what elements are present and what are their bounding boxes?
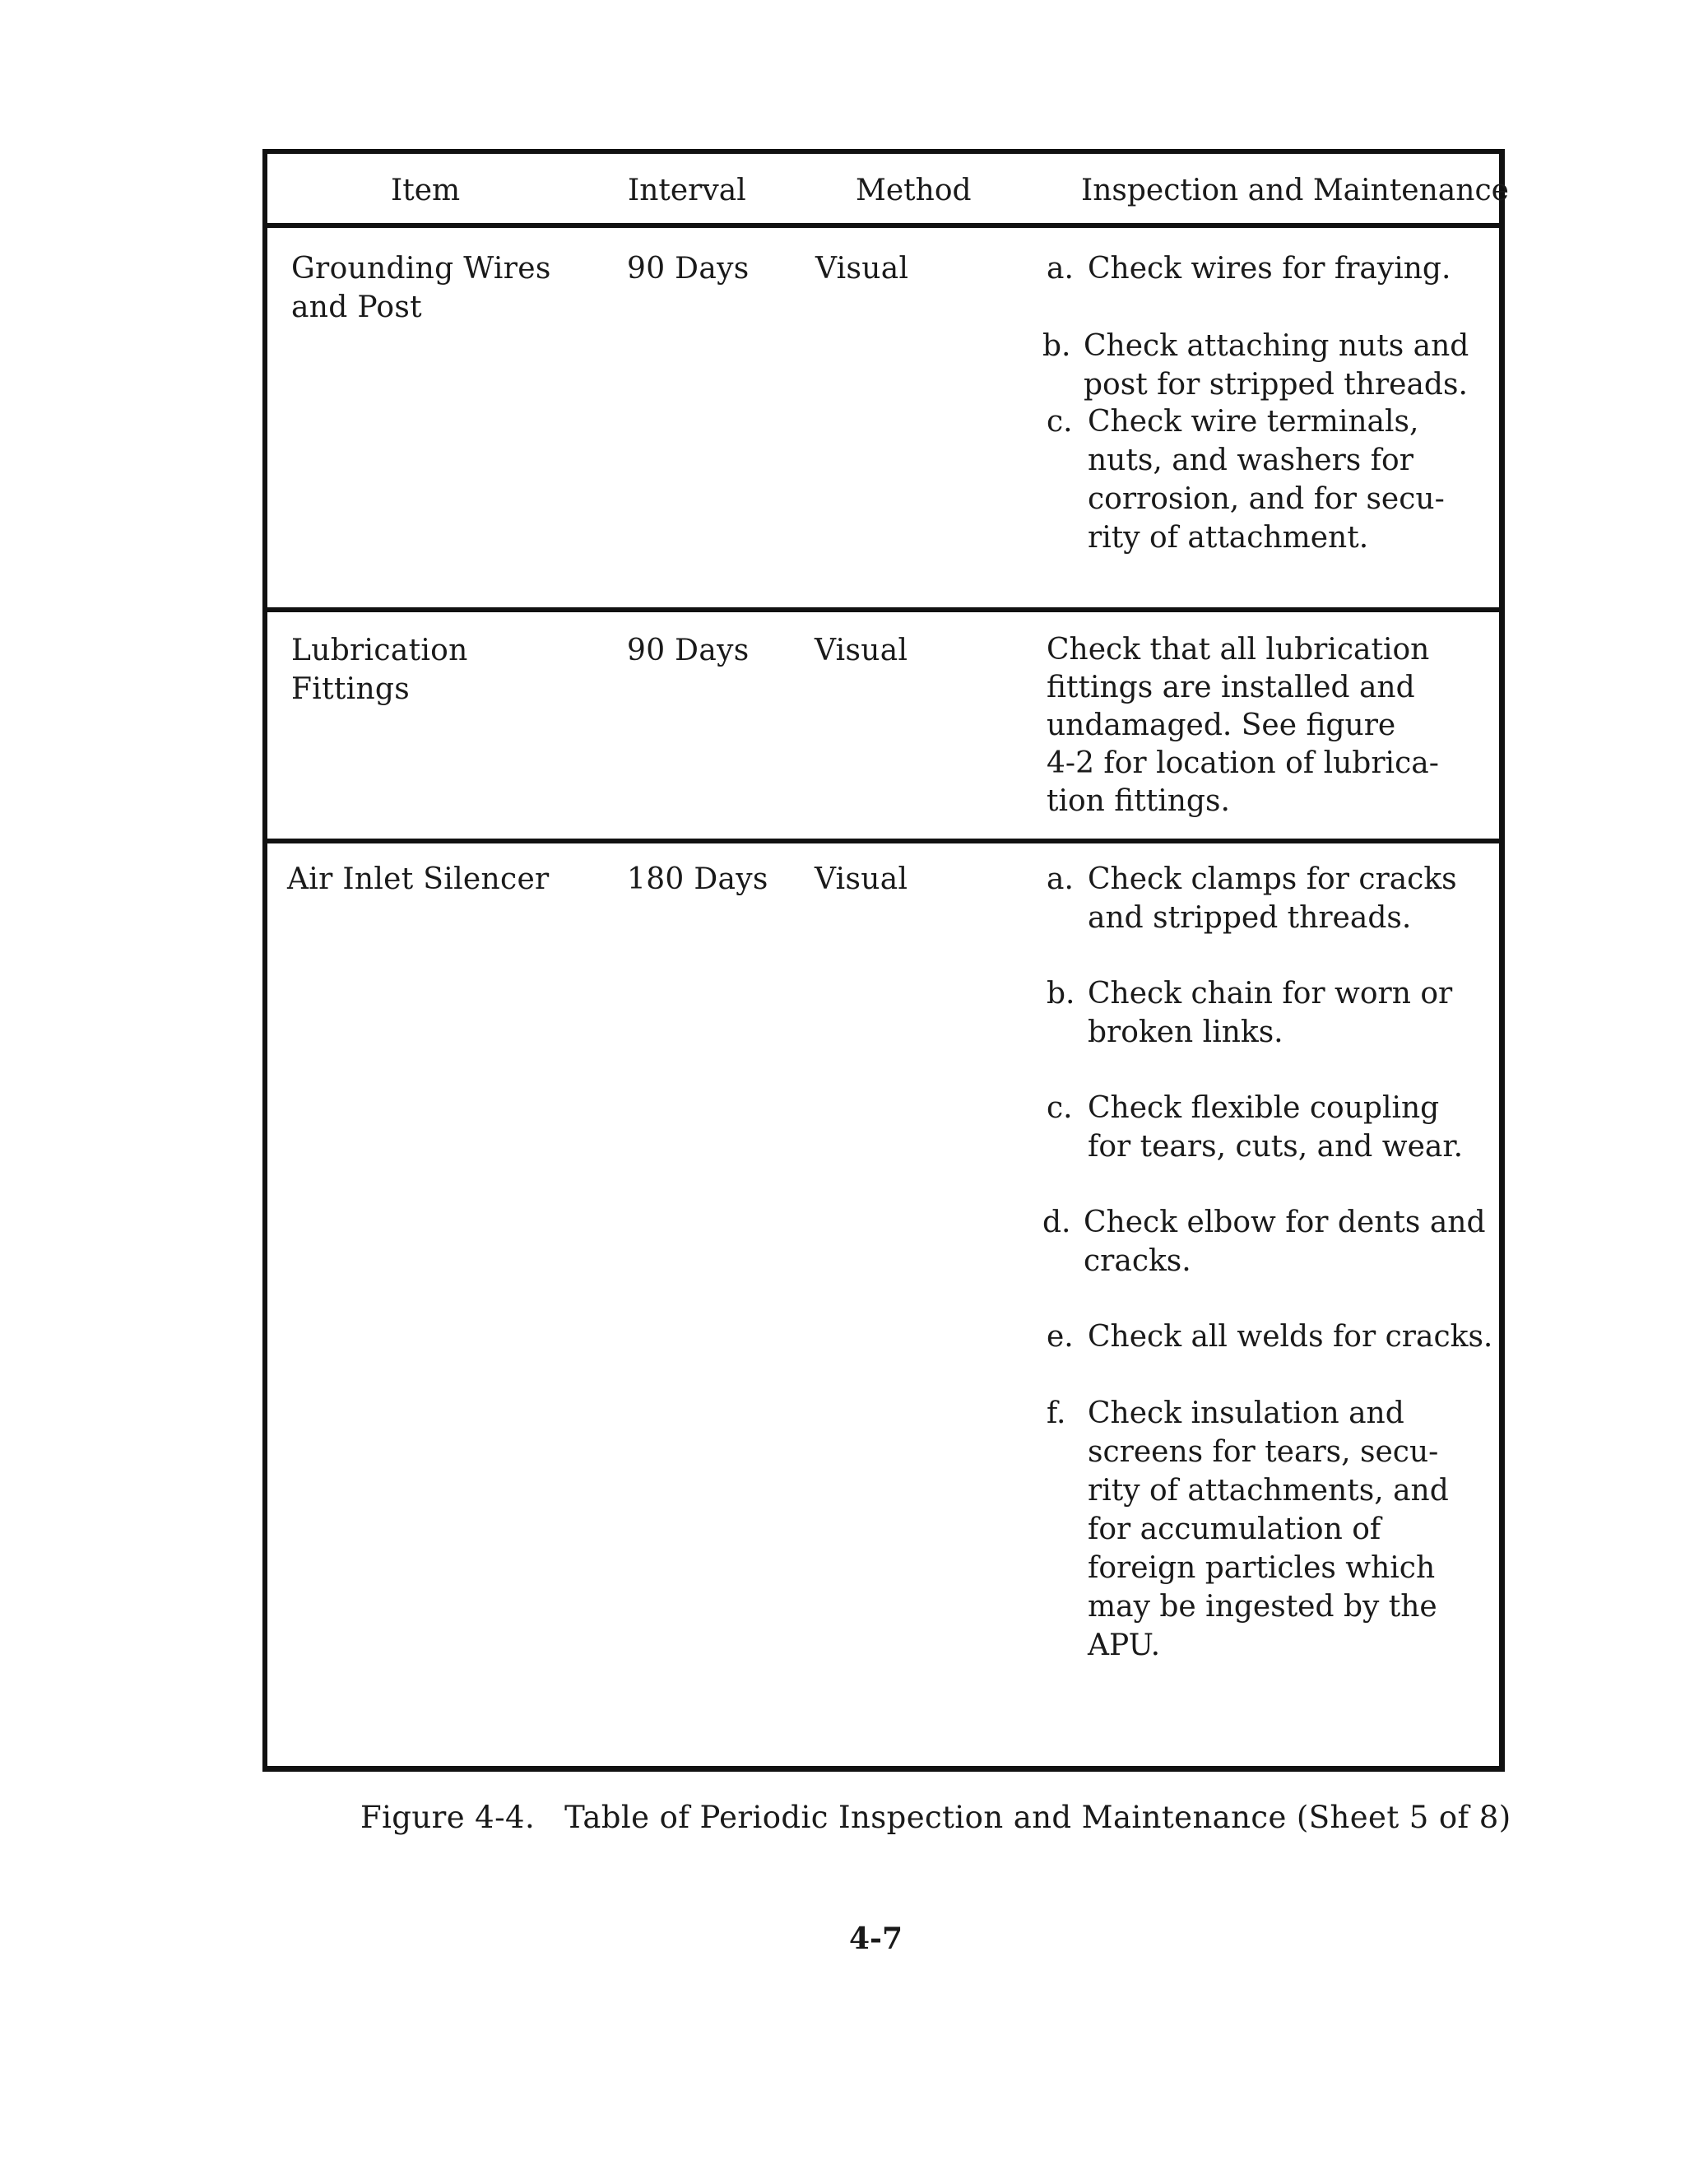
- figure-title: Table of Periodic Inspection and Maintenance (Sheet 5 of 8): [564, 1800, 1511, 1835]
- row-2-inspection-text: Check that all lubrication fittings are installed and undamaged. See figure 4-2 for location of lubrica- tion fittings.: [1047, 633, 1439, 818]
- row-1-step-a: a. Check wires for fraying.: [1047, 252, 1451, 286]
- header-inspection: Inspection and Maintenance: [1081, 174, 1509, 207]
- header-item: Item: [391, 174, 461, 207]
- row-3-item: Air Inlet Silencer: [287, 862, 550, 896]
- row-3-interval: 180 Days: [627, 862, 768, 896]
- row-3-step-e: e. Check all welds for cracks.: [1047, 1320, 1493, 1354]
- row-2-item: Lubrication Fittings: [291, 634, 468, 706]
- row-3-step-a: a. Check clamps for cracks and stripped threads.: [1047, 862, 1457, 935]
- row-1-interval: 90 Days: [627, 252, 750, 286]
- figure-caption: [360, 1800, 1511, 1835]
- row-3-step-b: b. Check chain for worn or broken links.: [1047, 977, 1453, 1049]
- row-1-step-c: c. Check wire terminals, nuts, and washers for corrosion, and for secu- rity of attachment.: [1047, 405, 1445, 555]
- row-2-method: Visual: [815, 634, 908, 667]
- row-3-method: Visual: [815, 862, 908, 896]
- row-1-divider: [267, 607, 1499, 612]
- row-3-step-d: d. Check elbow for dents and cracks.: [1042, 1206, 1486, 1278]
- row-2-divider: [267, 839, 1499, 843]
- header-interval: Interval: [628, 174, 746, 207]
- row-3-step-c: c. Check flexible coupling for tears, cuts, and wear.: [1047, 1091, 1464, 1164]
- header-method: Method: [856, 174, 972, 207]
- row-2-interval: 90 Days: [627, 634, 750, 667]
- inspection-table: [262, 149, 1509, 1772]
- row-1-step-b: b. Check attaching nuts and post for stripped threads.: [1042, 329, 1469, 402]
- row-1-item: Grounding Wires and Post: [291, 252, 551, 324]
- header-divider: [267, 223, 1499, 228]
- figure-number: Figure 4-4.: [360, 1800, 536, 1835]
- row-3-step-f: f. Check insulation and screens for tears, secu- rity of attachments, and for accumulation of foreign particles which may be ingested by the APU.: [1047, 1396, 1449, 1662]
- row-1-method: Visual: [815, 252, 909, 286]
- page-number: 4-7: [849, 1921, 903, 1956]
